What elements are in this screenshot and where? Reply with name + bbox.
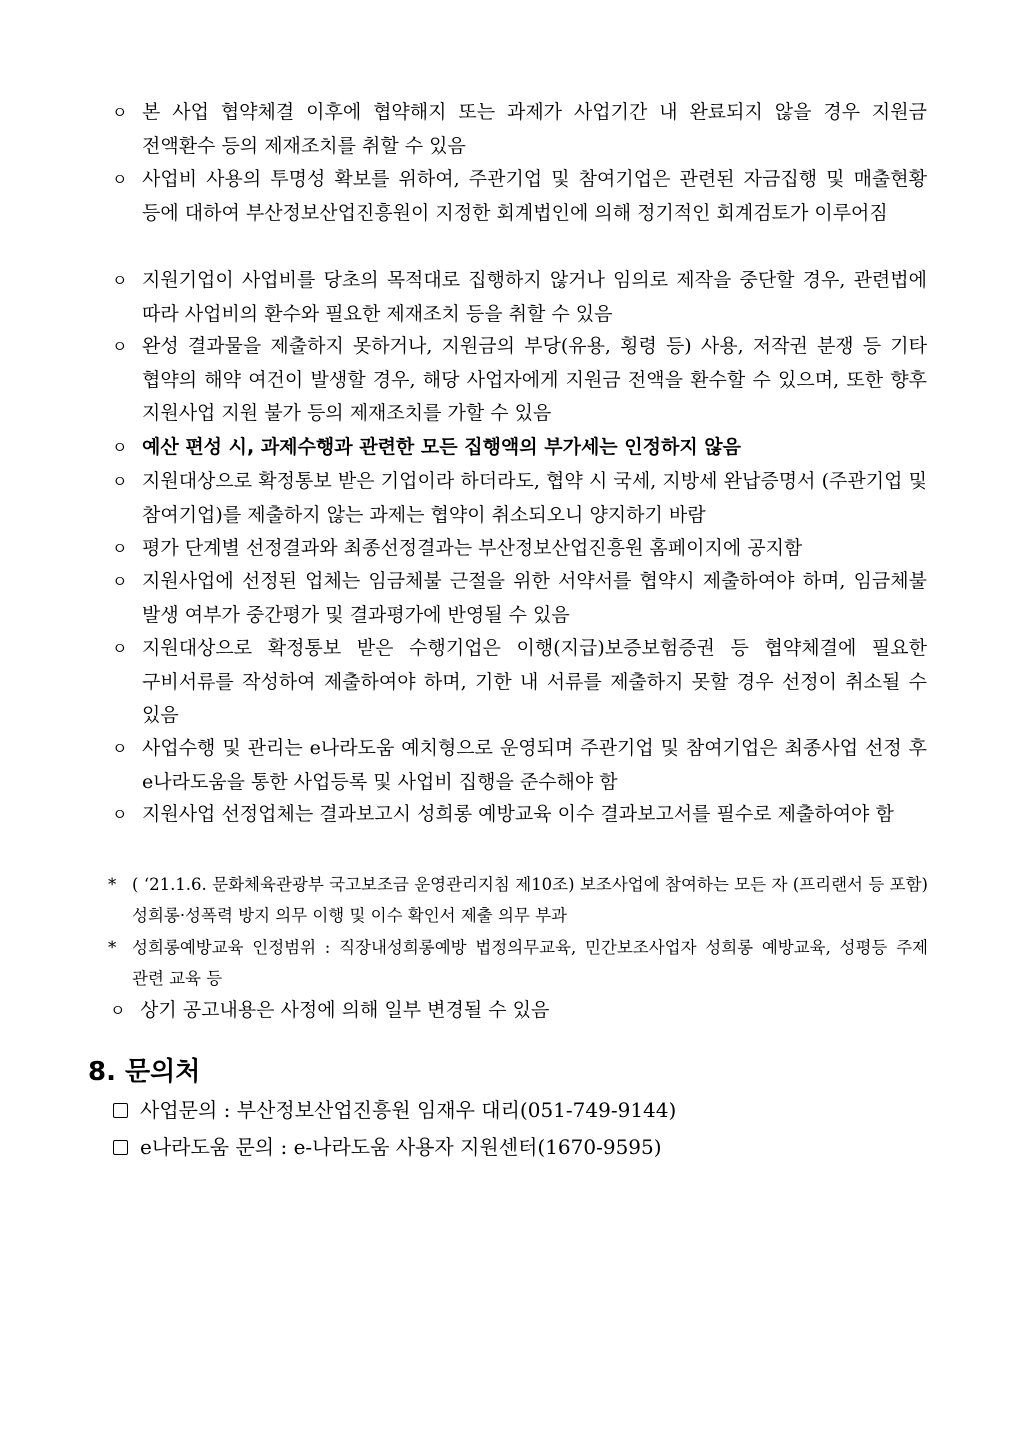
section-heading-contact: 8. 문의처 [88,1057,201,1087]
circle-bullet-icon: ㅇ [110,1001,126,1020]
circle-bullet-icon: ㅇ [112,337,128,356]
notice-item-text: 본 사업 협약체결 이후에 협약해지 또는 과제가 사업기간 내 완료되지 않을 경우 지원금 전액환수 등의 제재조치를 취할 수 있음 [142,101,927,157]
circle-bullet-icon: ㅇ [112,572,128,591]
circle-bullet-icon: ㅇ [112,539,128,558]
asterisk-icon: * [108,938,117,957]
notice-item-text: 사업비 사용의 투명성 확보를 위하여, 주관기업 및 참여기업은 관련된 자금집행 및 매출현황 등에 대하여 부산정보산업진흥원이 지정한 회계법인에 의해 정기적인 회계검토가 이루어짐 [142,168,927,224]
notice-item [112,565,927,632]
contact-entry-text: 사업문의 : 부산정보산업진흥원 임재우 대리(051-749-9144) [140,1098,677,1122]
circle-bullet-icon: ㅇ [112,472,128,491]
notice-item [112,632,927,733]
footnote-text: ( ‘21.1.6. 문화체육관광부 국고보조금 운영관리지침 제10조) 보조사업에 참여하는 모든 자 (프리랜서 등 포함) 성희롱·성폭력 방지 의무 이행 및 이수 확인서 제출 의무 부과 [132,875,928,925]
circle-bullet-icon: ㅇ [112,103,128,122]
checkbox-square-icon [113,1140,128,1155]
footnote [108,869,928,931]
contact-entry-business [113,1094,676,1126]
notice-item [112,96,927,163]
notice-item-text: 지원사업에 선정된 업체는 임금체불 근절을 위한 서약서를 협약시 제출하여야 하며, 임금체불 발생 여부가 중간평가 및 결과평가에 반영될 수 있음 [142,570,927,626]
notice-item-text: 예산 편성 시, 과제수행과 관련한 모든 집행액의 부가세는 인정하지 않음 [142,436,742,458]
footnote [108,932,928,994]
notice-item-text: 지원대상으로 확정통보 받은 기업이라 하더라도, 협약 시 국세, 지방세 완납증명서 (주관기업 및 참여기업)를 제출하지 않는 과제는 협약이 취소되오니 양지하기 바람 [142,470,927,526]
notice-item [112,732,927,799]
notice-item-emphasized [112,431,927,465]
contact-entry-enaradoum [113,1131,662,1163]
notice-item [112,330,927,431]
notice-item [112,532,927,566]
contact-entry-text: e나라도움 문의 : e-나라도움 사용자 지원센터(1670-9595) [140,1135,662,1159]
notice-item-text: 지원사업 선정업체는 결과보고시 성희롱 예방교육 이수 결과보고서를 필수로 제출하여야 함 [142,803,894,825]
notice-item-text: 완성 결과물을 제출하지 못하거나, 지원금의 부당(유용, 횡령 등) 사용, 저작권 분쟁 등 기타 협약의 해약 여건이 발생할 경우, 해당 사업자에게 지원금 전액을 환수할 수 있으며, 또한 향후 지원사업 지원 불가 등의 제재조치를 가할 수 있음 [142,335,927,424]
notice-item [112,798,927,832]
circle-bullet-icon: ㅇ [112,438,128,457]
circle-bullet-icon: ㅇ [112,271,128,290]
circle-bullet-icon: ㅇ [112,739,128,758]
notice-item [110,994,925,1028]
notice-item [112,465,927,532]
footnote-text: 성희롱예방교육 인정범위 : 직장내성희롱예방 법정의무교육, 민간보조사업자 성희롱 예방교육, 성평등 주제 관련 교육 등 [132,938,928,988]
asterisk-icon: * [108,875,117,894]
notice-item-text: 사업수행 및 관리는 e나라도움 예치형으로 운영되며 주관기업 및 참여기업은 최종사업 선정 후 e나라도움을 통한 사업등록 및 사업비 집행을 준수해야 함 [142,737,927,793]
circle-bullet-icon: ㅇ [112,805,128,824]
notice-item-text: 평가 단계별 선정결과와 최종선정결과는 부산정보산업진흥원 홈페이지에 공지함 [142,537,803,559]
notice-item-text: 상기 공고내용은 사정에 의해 일부 변경될 수 있음 [140,999,550,1021]
checkbox-square-icon [113,1103,128,1118]
notice-item-text: 지원기업이 사업비를 당초의 목적대로 집행하지 않거나 임의로 제작을 중단할 경우, 관련법에 따라 사업비의 환수와 필요한 제재조치 등을 취할 수 있음 [142,269,927,325]
notice-item-text: 지원대상으로 확정통보 받은 수행기업은 이행(지급)보증보험증권 등 협약체결에 필요한 구비서류를 작성하여 제출하여야 하며, 기한 내 서류를 제출하지 못할 경우 선정이 취소될 수 있음 [142,637,927,726]
circle-bullet-icon: ㅇ [112,170,128,189]
notice-item [112,264,927,331]
circle-bullet-icon: ㅇ [112,639,128,658]
notice-item [112,163,927,230]
